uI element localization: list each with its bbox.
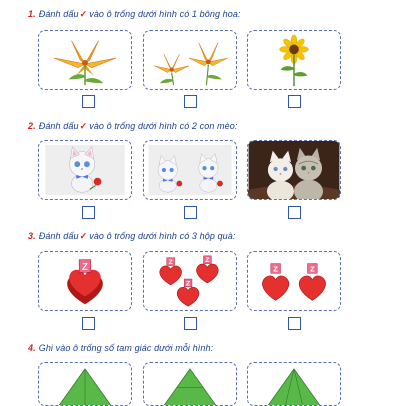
triangle-figure-3 <box>247 362 341 406</box>
picture-one-cat <box>38 140 132 200</box>
svg-text:Z: Z <box>205 257 210 265</box>
question-number: 2. <box>28 121 36 131</box>
question-3-title <box>28 231 235 242</box>
svg-text:Z: Z <box>310 264 315 274</box>
check-mark-icon: ✓ <box>79 121 88 131</box>
picture-two-cats <box>143 140 237 200</box>
lily-flower-icon <box>54 41 116 85</box>
heart-gift-icon <box>197 256 219 283</box>
question-2-title <box>28 121 237 132</box>
svg-text:Z: Z <box>186 280 191 288</box>
question-number: 3. <box>28 231 36 241</box>
question-text: vào ô trống dưới hình có 1 bông hoa: <box>89 9 241 19</box>
answer-checkbox-3b[interactable] <box>184 317 197 330</box>
answer-checkbox-1c[interactable] <box>288 95 301 108</box>
picture-one-lily <box>38 30 132 90</box>
answer-checkbox-2a[interactable] <box>82 206 95 219</box>
svg-text:Z: Z <box>168 259 173 267</box>
question-text: Đánh dấu <box>38 231 79 241</box>
sunflower-icon <box>280 35 309 86</box>
lily-flower-icon <box>189 43 228 86</box>
heart-gift-icon <box>67 260 103 304</box>
triangle-figure-2 <box>143 362 237 406</box>
answer-checkbox-3c[interactable] <box>288 317 301 330</box>
question-number: 4. <box>28 343 36 353</box>
answer-checkbox-2b[interactable] <box>184 206 197 219</box>
picture-two-lilies <box>143 30 237 90</box>
answer-checkbox-3a[interactable] <box>82 317 95 330</box>
question-text: Đánh dấu <box>38 9 79 19</box>
picture-three-gifts <box>143 251 237 311</box>
picture-real-cats <box>247 140 341 200</box>
question-1-title <box>28 9 241 20</box>
svg-text:Z: Z <box>273 264 278 274</box>
heart-gift-icon <box>299 264 325 301</box>
check-mark-icon: ✓ <box>79 231 88 241</box>
heart-gift-icon <box>262 264 288 301</box>
question-text: Ghi vào ô trống số tam giác dưới mỗi hình: <box>38 343 214 353</box>
picture-one-gift <box>38 251 132 311</box>
question-text: vào ô trống dưới hình có 2 con mèo: <box>89 121 238 131</box>
heart-gift-icon <box>160 258 182 285</box>
check-mark-icon: ✓ <box>79 9 88 19</box>
svg-text:Z: Z <box>82 261 88 273</box>
picture-two-gifts <box>247 251 341 311</box>
triangle-figure-1 <box>38 362 132 406</box>
question-text: vào ô trống dưới hình có 3 hộp quà: <box>89 231 236 241</box>
question-number: 1. <box>28 9 36 19</box>
heart-gift-icon <box>177 279 199 306</box>
question-text: Đánh dấu <box>38 121 79 131</box>
answer-checkbox-2c[interactable] <box>288 206 301 219</box>
answer-checkbox-1b[interactable] <box>184 95 197 108</box>
lily-flower-icon <box>154 54 189 85</box>
question-4-title <box>28 343 213 353</box>
answer-checkbox-1a[interactable] <box>82 95 95 108</box>
picture-sunflower <box>247 30 341 90</box>
